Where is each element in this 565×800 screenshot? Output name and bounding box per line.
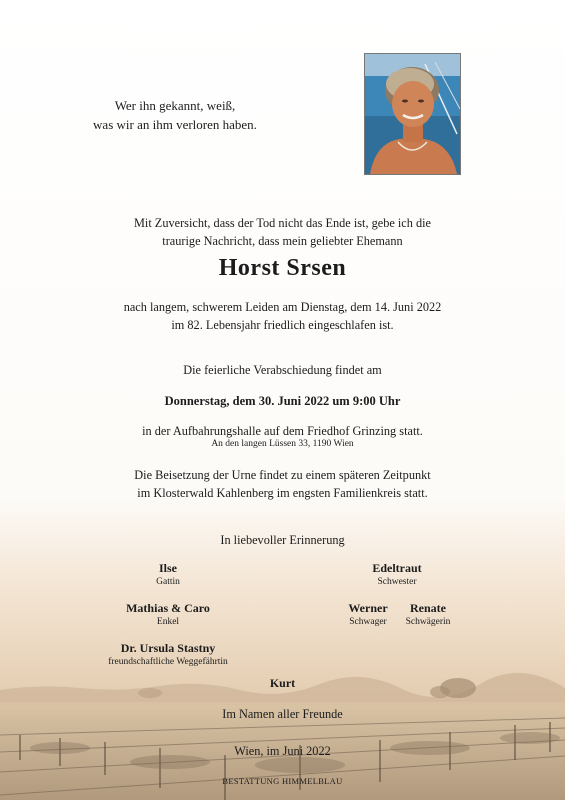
quote-line-1: Wer ihn gekannt, weiß, [114, 98, 236, 113]
ceremony-intro: Die feierliche Verabschiedung findet am [183, 363, 382, 377]
intro-line-2: traurige Nachricht, dass mein geliebter Ehemann [162, 234, 403, 248]
mourner-name: Dr. Ursula Stastny [120, 641, 216, 655]
quote-line-2: was wir an ihm verloren haben. [93, 117, 257, 132]
quote [60, 96, 290, 134]
mourner-name: Werner [348, 601, 388, 615]
undertaker-name: BESTATTUNG HIMMELBLAU [222, 776, 343, 786]
intro-text [60, 214, 505, 250]
mourner-renate [383, 600, 473, 629]
mourner-name: Ilse [159, 561, 177, 575]
mourner-role: Enkel [156, 617, 180, 627]
ceremony-address: An den langen Lüssen 33, 1190 Wien [211, 439, 354, 449]
ceremony-place: in der Aufbahrungshalle auf dem Friedhof Grinzing statt. [142, 424, 423, 438]
death-line-2: im 82. Lebensjahr friedlich eingeschlafen ist. [171, 318, 394, 332]
death-line-1: nach langem, schwerem Leiden am Dienstag, dem 14. Juni 2022 [123, 300, 442, 314]
mourner-ursula [73, 640, 263, 669]
mourner-kurt: Kurt [269, 676, 296, 690]
place-date: Wien, im Juni 2022 [234, 744, 331, 758]
urn-line-1: Die Beisetzung der Urne findet zu einem späteren Zeitpunkt [134, 468, 431, 482]
intro-line-1: Mit Zuversicht, dass der Tod nicht das Ende ist, gebe ich die [133, 216, 432, 230]
mourner-role: Gattin [156, 577, 180, 587]
portrait-photo [364, 53, 461, 175]
death-notice [60, 298, 505, 334]
mourner-ilse [93, 560, 243, 589]
mourner-role: freundschaftliche Weggefährtin [108, 657, 228, 667]
mourner-edeltraut [322, 560, 472, 589]
ceremony-date: Donnerstag, dem 30. Juni 2022 um 9:00 Uhr [164, 394, 401, 408]
mourner-mathias-caro [93, 600, 243, 629]
mourner-role: Schwester [377, 577, 417, 587]
mourner-role: Schwägerin [405, 617, 451, 627]
mourner-name: Edeltraut [372, 561, 422, 575]
portrait-photo-icon [365, 54, 460, 174]
memory-heading: In liebevoller Erinnerung [220, 533, 345, 547]
mourner-name: Mathias & Caro [126, 601, 210, 615]
urn-line-2: im Klosterwald Kahlenberg im engsten Familienkreis statt. [137, 486, 428, 500]
mourner-role: Schwager [349, 617, 387, 627]
deceased-name: Horst Srsen [218, 255, 347, 281]
urn-notice [60, 466, 505, 502]
mourner-name: Renate [410, 601, 446, 615]
friends-line: Im Namen aller Freunde [222, 707, 343, 721]
